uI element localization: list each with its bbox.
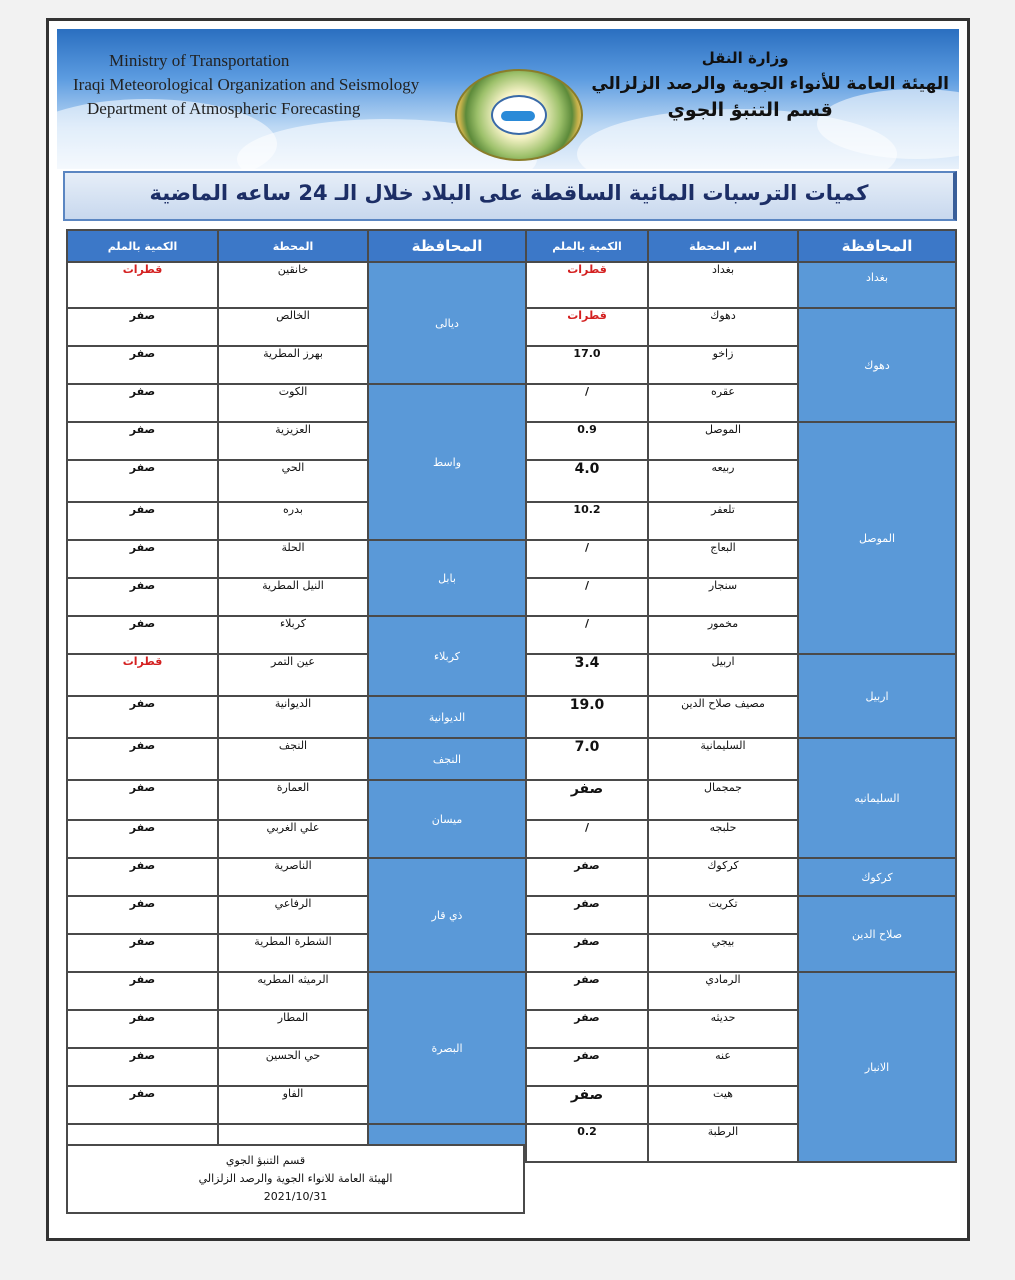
governorate-cell: الانبار (798, 972, 956, 1162)
footer-signature (66, 1144, 525, 1214)
column-header-amount: الكمية بالملم (526, 230, 648, 262)
department-name-en: Department of Atmospheric Forecasting (87, 99, 361, 118)
station-name-cell: بدره (218, 502, 368, 540)
station-name-cell: الحي (218, 460, 368, 502)
amount-cell: / (526, 540, 648, 578)
station-name-cell: هيت (648, 1086, 798, 1124)
station-name-cell: مخمور (648, 616, 798, 654)
station-name-cell: تكريت (648, 896, 798, 934)
station-name-cell: تلعفر (648, 502, 798, 540)
precipitation-table (66, 229, 957, 1163)
amount-cell: صفر (67, 346, 218, 384)
amount-cell: صفر (67, 972, 218, 1010)
station-name-cell: الرطبة (648, 1124, 798, 1162)
bulletin-page (46, 18, 970, 1241)
governorate-cell: ذي قار (368, 858, 526, 972)
station-name-cell: الرميثه المطريه (218, 972, 368, 1010)
amount-cell: صفر (67, 578, 218, 616)
station-name-cell: السليمانية (648, 738, 798, 780)
station-name-cell: دهوك (648, 308, 798, 346)
station-name-cell: الموصل (648, 422, 798, 460)
amount-cell: صفر (526, 896, 648, 934)
table-header-row (67, 230, 956, 262)
english-letterhead (73, 49, 419, 121)
ministry-name-en: Ministry of Transportation (109, 51, 290, 70)
governorate-cell: الموصل (798, 422, 956, 654)
column-header-station-name: اسم المحطة (648, 230, 798, 262)
amount-cell: 19.0 (526, 696, 648, 738)
station-name-cell: الرمادي (648, 972, 798, 1010)
governorate-cell: بغداد (798, 262, 956, 308)
governorate-cell: البصرة (368, 972, 526, 1124)
amount-cell: 0.2 (526, 1124, 648, 1162)
organization-logo-icon (455, 69, 583, 161)
station-name-cell: حي الحسين (218, 1048, 368, 1086)
amount-cell: صفر (67, 502, 218, 540)
station-name-cell: اربيل (648, 654, 798, 696)
amount-cell: صفر (526, 1086, 648, 1124)
column-header-amount-left: الكمية بالملم (67, 230, 218, 262)
amount-cell: صفر (67, 616, 218, 654)
governorate-cell: كركوك (798, 858, 956, 896)
station-name-cell: عقره (648, 384, 798, 422)
station-name-cell: الرفاعي (218, 896, 368, 934)
station-name-cell: الخالص (218, 308, 368, 346)
station-name-cell: الديوانية (218, 696, 368, 738)
station-name-cell: الحلة (218, 540, 368, 578)
governorate-cell: النجف (368, 738, 526, 780)
amount-cell: صفر (67, 858, 218, 896)
table-row (67, 972, 956, 1010)
ministry-name-ar: وزارة النقل (701, 49, 789, 67)
station-name-cell: عين التمر (218, 654, 368, 696)
amount-cell: صفر (67, 308, 218, 346)
station-name-cell: النجف (218, 738, 368, 780)
station-name-cell: الشطرة المطرية (218, 934, 368, 972)
station-name-cell: علي الغربي (218, 820, 368, 858)
amount-cell: 7.0 (526, 738, 648, 780)
organization-name-en: Iraqi Meteorological Organization and Seismology (73, 75, 420, 94)
amount-cell: قطرات (67, 654, 218, 696)
table-row (67, 858, 956, 896)
governorate-cell: دهوك (798, 308, 956, 422)
amount-cell: صفر (67, 820, 218, 858)
footer-organization: الهيئة العامة للانواء الجوية والرصد الزلزالي (198, 1172, 393, 1185)
station-name-cell: العزيزية (218, 422, 368, 460)
governorate-cell: كربلاء (368, 616, 526, 696)
amount-cell: صفر (526, 1010, 648, 1048)
station-name-cell: حلبجه (648, 820, 798, 858)
station-name-cell: مصيف صلاح الدين (648, 696, 798, 738)
station-name-cell: الفاو (218, 1086, 368, 1124)
organization-name-ar: الهيئة العامة للأنواء الجوية والرصد الزلزالي (591, 74, 949, 94)
amount-cell: صفر (67, 384, 218, 422)
amount-cell: / (526, 616, 648, 654)
amount-cell: صفر (67, 422, 218, 460)
station-name-cell: كركوك (648, 858, 798, 896)
letterhead-banner (57, 29, 959, 169)
footer-department: قسم التنبؤ الجوي (225, 1154, 306, 1167)
governorate-cell: ميسان (368, 780, 526, 858)
amount-cell: صفر (67, 738, 218, 780)
governorate-cell: السليمانيه (798, 738, 956, 858)
governorate-cell: اربيل (798, 654, 956, 738)
amount-cell: 17.0 (526, 346, 648, 384)
station-name-cell: بهرز المطرية (218, 346, 368, 384)
amount-cell: صفر (67, 780, 218, 820)
station-name-cell: العمارة (218, 780, 368, 820)
amount-cell: صفر (526, 934, 648, 972)
amount-cell: 4.0 (526, 460, 648, 502)
governorate-cell: ديالى (368, 262, 526, 384)
amount-cell: صفر (67, 540, 218, 578)
amount-cell: / (526, 820, 648, 858)
amount-cell: صفر (67, 696, 218, 738)
amount-cell: 3.4 (526, 654, 648, 696)
amount-cell: صفر (67, 1048, 218, 1086)
station-name-cell: البعاج (648, 540, 798, 578)
amount-cell: / (526, 384, 648, 422)
governorate-cell: صلاح الدين (798, 896, 956, 972)
station-name-cell: ربيعه (648, 460, 798, 502)
table-row (67, 738, 956, 780)
station-name-cell: الناصرية (218, 858, 368, 896)
column-header-governorate: المحافظة (798, 230, 956, 262)
amount-cell: صفر (526, 858, 648, 896)
station-name-cell: الكوت (218, 384, 368, 422)
amount-cell: صفر (526, 1048, 648, 1086)
governorate-cell: الديوانية (368, 696, 526, 738)
station-name-cell: جمجمال (648, 780, 798, 820)
amount-cell: قطرات (526, 262, 648, 308)
department-name-ar: قسم التنبؤ الجوي (667, 99, 833, 121)
amount-cell: صفر (67, 1010, 218, 1048)
report-title-bar (63, 171, 957, 221)
column-header-governorate-left: المحافظة (368, 230, 526, 262)
footer-date: 2021/10/31 (263, 1190, 328, 1203)
amount-cell: قطرات (526, 308, 648, 346)
amount-cell: 0.9 (526, 422, 648, 460)
station-name-cell: سنجار (648, 578, 798, 616)
amount-cell: قطرات (67, 262, 218, 308)
station-name-cell: زاخو (648, 346, 798, 384)
station-name-cell: النيل المطرية (218, 578, 368, 616)
station-name-cell: حديثه (648, 1010, 798, 1048)
table-row (67, 262, 956, 308)
amount-cell: صفر (67, 460, 218, 502)
station-name-cell: المطار (218, 1010, 368, 1048)
amount-cell: صفر (67, 1086, 218, 1124)
column-header-station-left: المحطة (218, 230, 368, 262)
amount-cell: / (526, 578, 648, 616)
amount-cell: 10.2 (526, 502, 648, 540)
governorate-cell: واسط (368, 384, 526, 540)
station-name-cell: كربلاء (218, 616, 368, 654)
station-name-cell: خانقين (218, 262, 368, 308)
arabic-letterhead (591, 45, 949, 123)
station-name-cell: بيجي (648, 934, 798, 972)
governorate-cell: بابل (368, 540, 526, 616)
amount-cell: صفر (67, 896, 218, 934)
report-title: كميات الترسبات المائية الساقطة على البلاد خلال الـ 24 ساعه الماضية (149, 181, 869, 205)
station-name-cell: بغداد (648, 262, 798, 308)
amount-cell: صفر (526, 780, 648, 820)
station-name-cell: عنه (648, 1048, 798, 1086)
amount-cell: صفر (67, 934, 218, 972)
amount-cell: صفر (526, 972, 648, 1010)
